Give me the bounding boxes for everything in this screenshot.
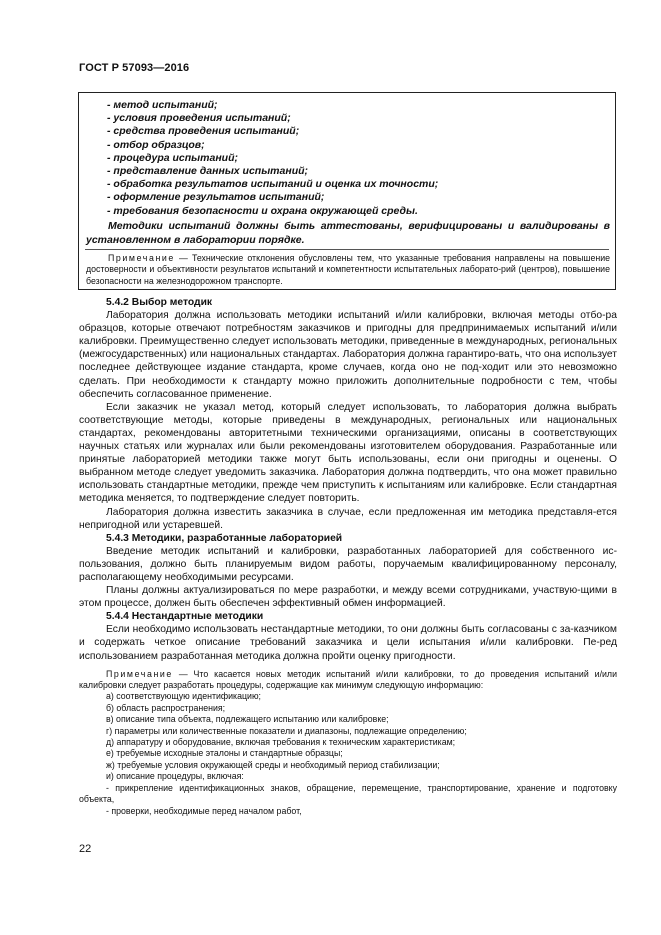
paragraph: Если необходимо использовать нестандартные методики, то они должны быть согласованы с за-казчиком и содержать четкое описание требований заказчика и цели испытания и/или калибровки. Пе-ред использованием разработанная методика должна пройти оценку пригодности. <box>79 624 617 662</box>
paragraph: Лаборатория должна использовать методики испытаний и/или калибровки, включая методы отбо-ра образцов, которые отвечают потребностям заказчиков и пригодны для предпринимаемых испытаний и/или калибровки. Преимущественно следует использовать методики, приведенные в международных, региональных (межгосударственных) или национальных стандартах. Лаборатория должна гарантиро-вать, что она использует последнее действующее издание стандарта, кроме случаев, когда оно не под-ходит или это невозможно сделать. При необходимости к стандарту можно приложить дополнительные подробности с тем, чтобы обеспечить согласованное применение. <box>79 310 617 400</box>
paragraph: Если заказчик не указал метод, который следует использовать, то лаборатория должна выбрать соответствующие методы, которые приведены в международных, региональных или национальных стандартах, рекомендованы авторитетными техническими организациями, описаны в соответствующих научных статьях или журналах или были рекомендованы изготовителем оборудования. Разработанные или принятые лабораторией методики также могут быть использованы, если они пригодны и оценены. О выбранном методе следует уведомить заказчика. Лаборатория должна подтвердить, что она может правильно использовать стандартные методики, прежде чем приступить к испытаниям или калибровке. Если стандартная методика меняется, то подтверждение следует повторить. <box>79 401 617 505</box>
requirements-box <box>78 92 616 290</box>
list-item: - обработка результатов испытаний и оценка их точности; <box>107 178 439 191</box>
note-list-item: - прикрепление идентификационных знаков, обращение, перемещение, транспортирование, хранение и подготовку объекта, <box>79 782 617 805</box>
section-heading: 5.4.2 Выбор методик <box>106 297 213 308</box>
list-item: - процедура испытаний; <box>107 151 238 164</box>
box-note-text: Методики испытаний должны быть аттестованы, верифицированы и валидированы в установленном в лаборатории порядке. <box>86 220 610 246</box>
paragraph: Планы должны актуализироваться по мере разработки, и между всеми сотрудниками, участвую-щими в этом процессе, должен быть обеспечен эффективный обмен информацией. <box>79 585 617 610</box>
box-remark <box>86 253 610 287</box>
requirements-list <box>107 99 438 218</box>
note-list-item: а) соответствующую идентификацию; <box>106 691 261 702</box>
note-list-item: ж) требуемые условия окружающей среды и необходимый период стабилизации; <box>106 759 440 770</box>
note-label: Примечание <box>106 668 173 679</box>
list-item: - средства проведения испытаний; <box>107 125 300 138</box>
list-item: - условия проведения испытаний; <box>107 112 291 125</box>
remark-label: Примечание <box>108 253 175 263</box>
note-list-item: - проверки, необходимые перед началом работ, <box>106 805 302 816</box>
box-divider <box>85 249 609 250</box>
list-item: - требования безопасности и охрана окружающей среды. <box>107 204 418 217</box>
paragraph: Введение методик испытаний и калибровки, разработанных лабораторией для собственного ис-пользования, должно быть планируемым видом работы, поручаемым квалифицированному персоналу, располагающему необходимыми ресурсами. <box>79 545 617 583</box>
list-item: - отбор образцов; <box>107 138 205 151</box>
section-heading: 5.4.3 Методики, разработанные лабораторией <box>106 532 343 544</box>
list-item: - метод испытаний; <box>107 99 218 111</box>
list-item: - оформление результатов испытаний; <box>107 191 325 204</box>
document-body <box>79 296 617 817</box>
note-text: — Что касается новых методик испытаний и/или калибровки, то до проведения испытаний и/или калибровки следует разработать процедуры, содержащие как минимум следующую информацию: <box>79 668 617 691</box>
note-list-item: в) описание типа объекта, подлежащего испытанию или калибровке; <box>106 714 389 725</box>
section-heading: 5.4.4 Нестандартные методики <box>106 611 264 623</box>
note-list-item: и) описание процедуры, включая: <box>106 771 244 782</box>
note-block <box>79 669 617 817</box>
note-paragraph <box>79 669 617 692</box>
page-number: 22 <box>79 843 92 855</box>
note-list-item: г) параметры или количественные показатели и диапазоны, подлежащие определению; <box>106 725 467 736</box>
box-note <box>86 220 610 247</box>
note-list-item: д) аппаратуру и оборудование, включая требования к техническим характеристикам; <box>106 737 456 748</box>
paragraph: Лаборатория должна известить заказчика в случае, если предложенная им методика представля-ется непригодной или устаревшей. <box>79 506 617 531</box>
note-list-item: е) требуемые исходные эталоны и стандартные образцы; <box>106 748 343 759</box>
list-item: - представление данных испытаний; <box>107 165 309 178</box>
document-header: ГОСТ Р 57093—2016 <box>79 62 190 74</box>
remark-text: — Технические отклонения обусловлены тем, что указанные требования направлены на повышение достоверности и объективности результатов испытаний и компетентности испытательных лаборато-рий (центров), повышение безопасности на железнодорожном транспорте. <box>86 253 610 286</box>
note-list-item: б) область распространения; <box>106 702 226 713</box>
